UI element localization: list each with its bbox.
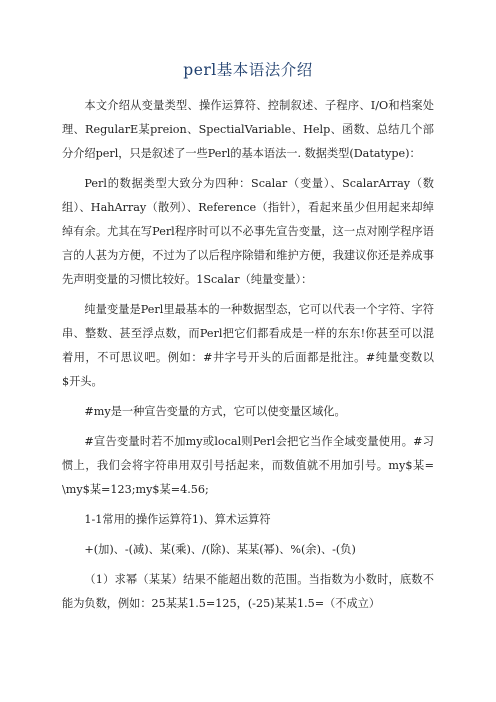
document-title: perl基本语法介绍 xyxy=(183,61,313,79)
paragraph-my: #my是一种宣告变量的方式，它可以使变量区域化。 xyxy=(84,405,346,418)
paragraph-intro: 本文介绍从变量类型、操作运算符、控制叙述、子程序、I/O和档案处理、RegularE某preion、SpectialVariable、Help、函数、总结几个部分介绍perl，只是叙述了一些Perl的基本语法一. 数据类型(Datatype)： xyxy=(62,99,434,160)
paragraph-global-vars: #宣告变量时若不加my或local则Perl会把它当作全域变量使用。#习惯上，我们会将字符串用双引号括起来，而数值就不用加引号。my$某=\my$某=123;my$某=4.56; xyxy=(62,435,434,496)
paragraph-datatypes: Perl的数据类型大致分为四种：Scalar（变量）、ScalarArray（数组）、HahArray（散列）、Reference（指针），看起来虽少但用起来却绰绰有余。尤其在写Perl程序时可以不必事先宣告变量，这一点对刚学程序语言的人甚为方便，不过为了以后程序除错和维护方便，我建议你还是养成事先声明变量的习惯比较好。1Scalar（纯量变量）： xyxy=(62,177,434,286)
paragraph-arithmetic-ops: +(加)、-(减)、某(乘)、/(除)、某某(幂)、%(余)、-(负) xyxy=(84,543,356,556)
paragraph-power-rule: （1）求幂（某某）结果不能超出数的范围。当指数为小数时，底数不能为负数，例如：25某某1.5=125，(-25)某某1.5=（不成立） xyxy=(62,573,434,610)
paragraph-scalar: 纯量变量是Perl里最基本的一种数据型态，它可以代表一个字符、字符串、整数、甚至浮点数，而Perl把它们都看成是一样的东东!你甚至可以混着用，不可思议吧。例如：#井字号开头的后面都是批注。#纯量变数以$开头。 xyxy=(62,303,434,388)
paragraph-operators-heading: 1-1常用的操作运算符1)、算术运算符 xyxy=(84,513,271,526)
